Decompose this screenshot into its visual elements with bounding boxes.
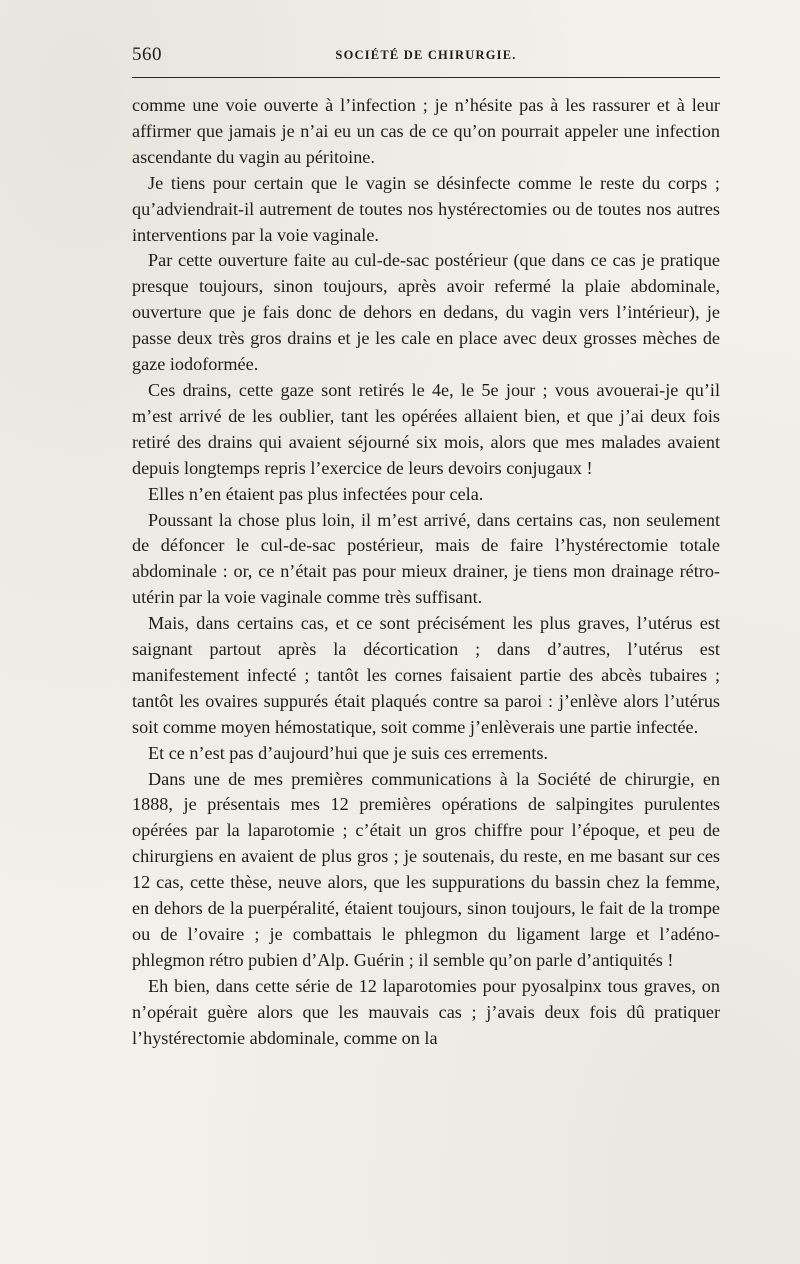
paragraph: Mais, dans certains cas, et ce sont précisément les plus graves, l’utérus est saignant partout après la décortication ; dans d’autres, l’utérus est manifestement infecté ; tantôt les cornes faisaient partie des abcès tubaires ; tantôt les ovaires suppurés était plaqués contre sa paroi : j’enlève alors l’utérus soit comme moyen hémostatique, soit comme j’enlèverais une partie infectée. (132, 613, 720, 737)
paragraph: Ces drains, cette gaze sont retirés le 4e, le 5e jour ; vous avouerai-je qu’il m’est arrivé de les oublier, tant les opérées allaient bien, et que j’ai deux fois retiré des drains qui avaient séjourné six mois, alors que mes malades avaient depuis longtemps repris l’exercice de leurs devoirs conjugaux ! (132, 379, 720, 478)
paragraph: Elles n’en étaient pas plus infectées pour cela. (148, 483, 484, 504)
paragraph: Par cette ouverture faite au cul-de-sac postérieur (que dans ce cas je pratique presque toujours, sinon toujours, après avoir refermé la plaie abdominale, ouverture que je fais donc de dehors en dedans, du vagin vers l’intérieur), je passe deux très gros drains et je les cale en place avec deux grosses mèches de gaze iodoformée. (132, 250, 720, 375)
paragraph: Dans une de mes premières communications à la Société de chirurgie, en 1888, je présentais mes 12 premières opérations de salpingites purulentes opérées par la laparotomie ; c’était un gros chiffre pour l’époque, et peu de chirurgiens en avaient de plus gros ; je soutenais, du reste, en me basant sur ces 12 cas, cette thèse, neuve alors, que les suppurations du bassin chez la femme, en dehors de la puerpéralité, étaient toujours, sinon toujours, le fait de la trompe ou de l’ovaire ; je combattais le phlegmon du ligament large et l’adéno-phlegmon rétro pubien d’Alp. Guérin ; il semble qu’on parle d’antiquités ! (132, 768, 720, 970)
paragraph: Je tiens pour certain que le vagin se désinfecte comme le reste du corps ; qu’adviendrait-il autrement de toutes nos hystérectomies ou de toutes nos autres interventions par la voie vaginale. (132, 172, 720, 245)
running-title: SOCIÉTÉ DE CHIRURGIE. (335, 48, 517, 62)
paragraph: Eh bien, dans cette série de 12 laparotomies pour pyosalpinx tous graves, on n’opérait guère alors que les mauvais cas ; j’avais deux fois dû pratiquer l’hystérectomie abdominale, comme on la (132, 975, 720, 1048)
page-number: 560 (132, 44, 162, 65)
body-text (132, 93, 720, 1052)
paragraph: Poussant la chose plus loin, il m’est arrivé, dans certains cas, non seulement de défoncer le cul-de-sac postérieur, mais de faire l’hystérectomie totale abdominale : or, ce n’était pas pour mieux drainer, je tiens mon drainage rétro-utérin par la voie vaginale comme très suffisant. (132, 509, 720, 608)
page-header (132, 44, 720, 70)
paragraph: Et ce n’est pas d’aujourd’hui que je suis ces errements. (148, 742, 548, 763)
paragraph: comme une voie ouverte à l’infection ; je n’hésite pas à les rassurer et à leur affirmer que jamais je n’ai eu un cas de ce qu’on pourrait appeler une infection ascendante du vagin au péritoine. (132, 95, 720, 167)
header-rule (132, 77, 720, 78)
